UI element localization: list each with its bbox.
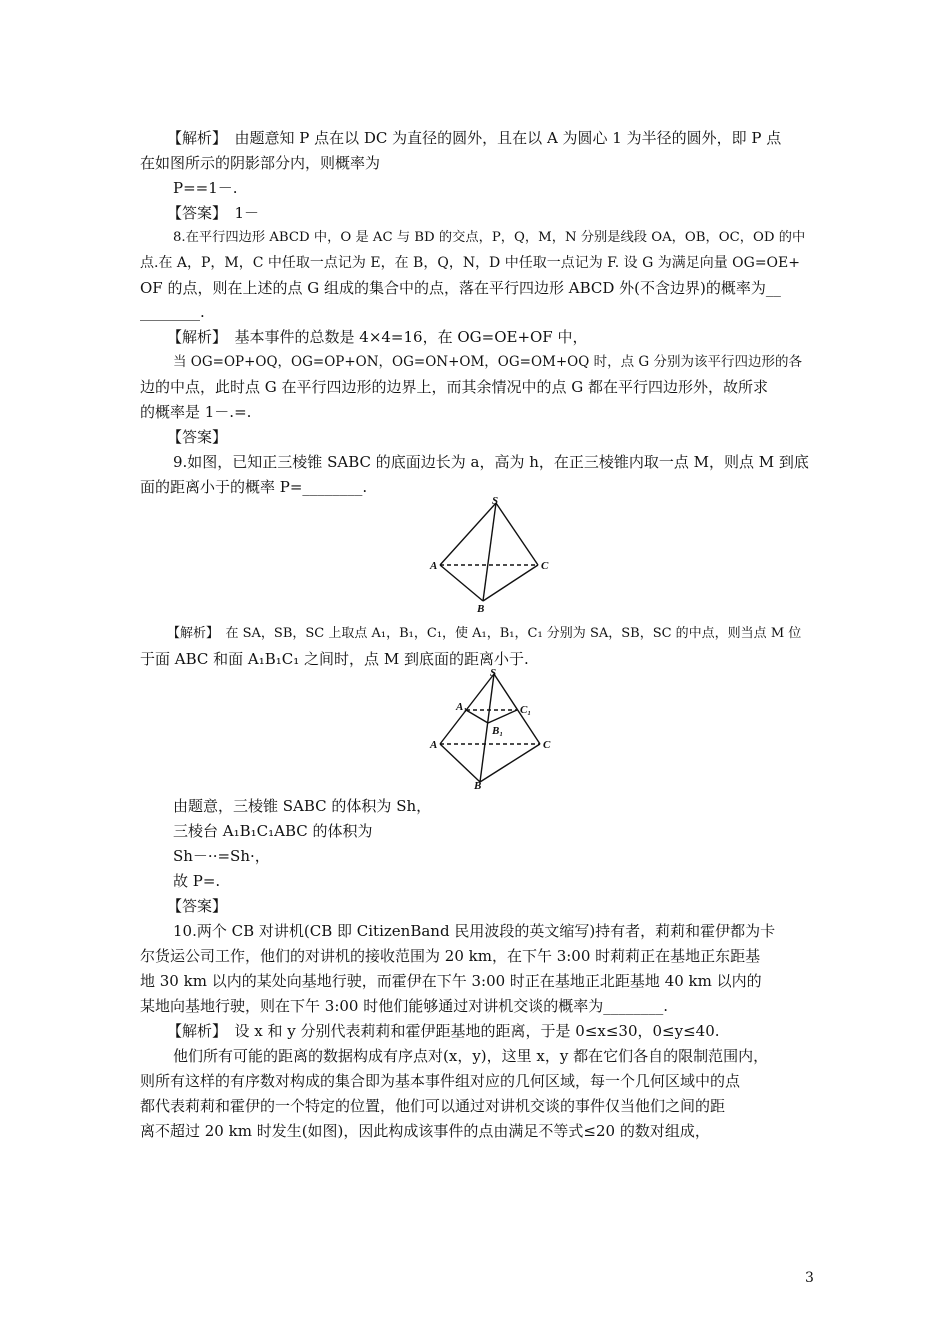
vertex-label: S — [492, 495, 499, 507]
vertex-label: C — [541, 560, 549, 572]
text-line: ________. — [140, 303, 205, 321]
text-line: 地 30 km 以内的某处向基地行驶，而霍伊在下午 3:00 时正在基地正北距基地 40 km 以内的 — [140, 972, 762, 990]
pyramid-figure — [428, 495, 553, 615]
vertex-label: A — [430, 560, 438, 572]
vertex-label: B — [477, 603, 485, 615]
text-line: 离不超过 20 km 时发生(如图)，因此构成该事件的点由满足不等式≤20 的数对组成， — [140, 1122, 710, 1140]
text-line: 于面 ABC 和面 A₁B₁C₁ 之间时，点 M 到底面的距离小于. — [140, 650, 529, 668]
text-line: 【答案】 1－ — [167, 204, 260, 222]
text-line: 点.在 A，P，M，C 中任取一点记为 E，在 B，Q，N，D 中任取一点记为 F. 设 G 为满足向量 OG=OE+ — [140, 255, 800, 271]
vertex-label: B — [474, 780, 482, 790]
text-line: 10.两个 CB 对讲机(CB 即 CitizenBand 民用波段的英文缩写)持有者，莉莉和霍伊都为卡 — [173, 922, 776, 940]
text-line: P==1－. — [173, 179, 238, 197]
page-number: 3 — [805, 1270, 814, 1286]
text-line: 由题意，三棱锥 SABC 的体积为 Sh， — [173, 797, 432, 815]
text-line: 当 OG=OP+OQ，OG=OP+ON，OG=ON+OM，OG=OM+OQ 时，点 G 分别为该平行四边形的各 — [173, 354, 802, 370]
vertex-label: A₁ — [456, 701, 468, 713]
text-line: 的概率是 1－.=. — [140, 403, 252, 421]
text-line: 面的距离小于的概率 P=________. — [140, 478, 368, 496]
text-line: 【解析】 由题意知 P 点在以 DC 为直径的圆外，且在以 A 为圆心 1 为半径的圆外，即 P 点 — [167, 129, 782, 147]
text-line: 边的中点，此时点 G 在平行四边形的边界上，而其余情况中的点 G 都在平行四边形外，故所求 — [140, 378, 769, 396]
text-line: 在如图所示的阴影部分内，则概率为 — [140, 154, 381, 172]
vertex-label: B₁ — [492, 725, 504, 737]
text-line: 他们所有可能的距离的数据构成有序点对(x，y)，这里 x，y 都在它们各自的限制范围内， — [173, 1047, 769, 1065]
text-line: 【解析】 设 x 和 y 分别代表莉莉和霍伊距基地的距离，于是 0≤x≤30，0≤y≤40. — [167, 1022, 720, 1040]
text-line: 8.在平行四边形 ABCD 中，O 是 AC 与 BD 的交点，P，Q，M，N 分别是线段 OA，OB，OC，OD 的中 — [173, 230, 806, 245]
text-line: 则所有这样的有序数对构成的集合即为基本事件组对应的几何区域，每一个几何区域中的点 — [140, 1072, 741, 1090]
text-line: 【解析】 在 SA，SB，SC 上取点 A₁，B₁，C₁，使 A₁，B₁，C₁ 分别为 SA，SB，SC 的中点，则当点 M 位 — [167, 626, 802, 641]
text-line: 三棱台 A₁B₁C₁ABC 的体积为 — [173, 822, 373, 840]
vertex-label: C — [543, 739, 551, 751]
text-line: 故 P=. — [173, 872, 221, 890]
text-line: 【解析】 基本事件的总数是 4×4=16，在 OG=OE+OF 中， — [167, 328, 588, 346]
text-line: 尔货运公司工作，他们的对讲机的接收范围为 20 km，在下午 3:00 时莉莉正在基地正东距基 — [140, 947, 761, 965]
frustum-figure — [428, 668, 553, 790]
text-line: 【答案】 — [167, 428, 228, 446]
vertex-label: A — [430, 739, 438, 751]
text-line: Sh－··=Sh·， — [173, 847, 270, 865]
text-line: 【答案】 — [167, 897, 228, 915]
text-line: 某地向基地行驶，则在下午 3:00 时他们能够通过对讲机交谈的概率为________. — [140, 997, 668, 1015]
vertex-label: C₁ — [520, 704, 532, 716]
text-line: 9.如图，已知正三棱锥 SABC 的底面边长为 a，高为 h，在正三棱锥内取一点 M，则点 M 到底 — [173, 453, 809, 471]
text-line: OF 的点，则在上述的点 G 组成的集合中的点，落在平行四边形 ABCD 外(不含边界)的概率为__ — [140, 279, 781, 297]
vertex-label: S — [490, 668, 497, 679]
text-line: 都代表莉莉和霍伊的一个特定的位置，他们可以通过对讲机交谈的事件仅当他们之间的距 — [140, 1097, 726, 1115]
